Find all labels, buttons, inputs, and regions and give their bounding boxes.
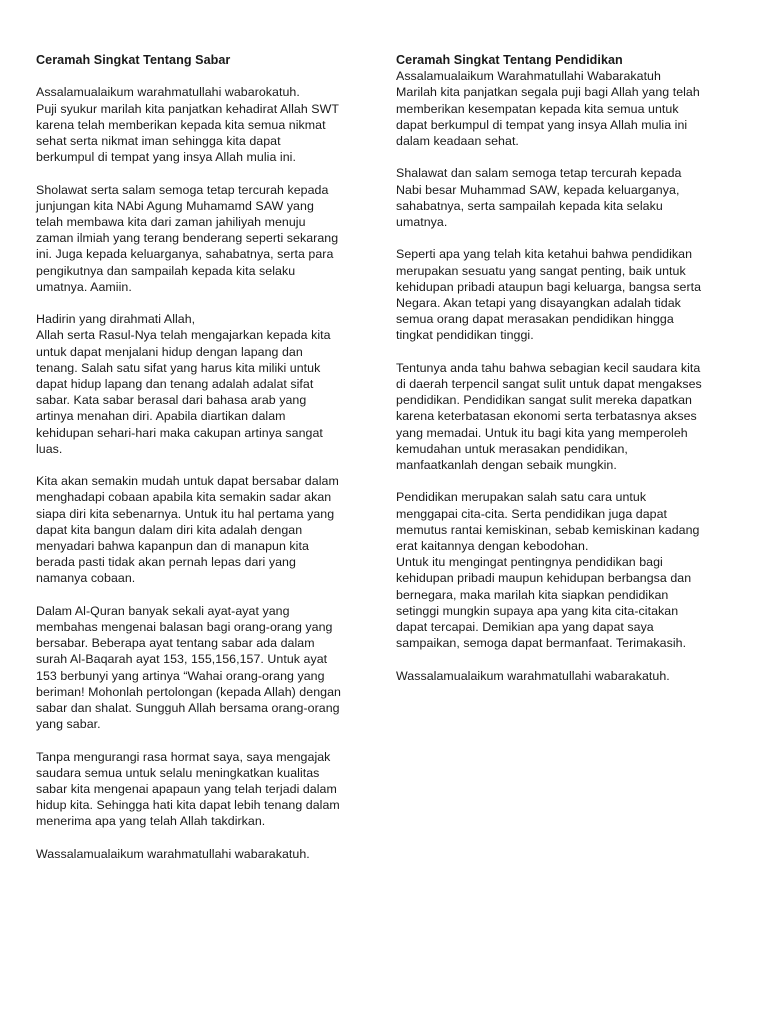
text-line: Allah serta Rasul-Nya telah mengajarkan kepada kita [36,328,331,343]
text-line: Shalawat dan salam semoga tetap tercurah kepada [396,166,682,181]
text-line: kehidupan pribadi maupun kehidupan berbangsa dan [396,571,692,586]
right-paragraph [396,246,742,343]
text-line: Kita akan semakin mudah untuk dapat bersabar dalam [36,474,339,489]
text-line: Dalam Al-Quran banyak sekali ayat-ayat yang [36,603,290,618]
text-line: Negara. Akan tetapi yang disayangkan adalah tidak [396,296,681,311]
text-line: kemudahan untuk merasakan pendidikan, [396,441,628,456]
text-line: erat kaitannya dengan kebodohan. [396,539,589,554]
text-line: menggapai cita-cita. Serta pendidikan juga dapat [396,506,668,521]
text-line: membahas mengenai balasan bagi orang-orang yang [36,620,333,635]
left-paragraph [36,603,376,733]
text-line: tingkat pendidikan tinggi. [396,328,534,343]
text-line: sabar. Kata sabar berasal dari bahasa arab yang [36,393,307,408]
text-line: pengikutnya dan sampailah kepada kita selaku [36,263,296,278]
text-line: Assalamualaikum warahmatullahi wabarokatuh. [36,85,300,100]
text-line: semua orang dapat merasakan pendidikan hingga [396,312,674,327]
text-line: saudara semua untuk selalu meningkatkan kualitas [36,765,320,780]
text-line: Puji syukur marilah kita panjatkan kehadirat Allah SWT [36,101,339,116]
text-line: namanya cobaan. [36,571,136,586]
text-line: memberikan kesempatan kepada kita semua untuk [396,101,679,116]
left-paragraph [36,473,376,586]
right-paragraph [396,165,742,230]
text-line: sabar dan shalat. Sungguh Allah bersama orang-orang [36,701,340,716]
left-paragraph [36,84,376,165]
text-line: siapa diri kita sebenarnya. Untuk itu hal pertama yang [36,506,335,521]
text-line: menerima apa yang telah Allah takdirkan. [36,814,266,829]
left-paragraph [36,846,376,862]
text-line: Hadirin yang dirahmati Allah, [36,312,196,327]
text-line: merupakan sesuatu yang sangat penting, baik untuk [396,263,686,278]
text-line: ini. Juga kepada keluarganya, sahabatnya, serta para [36,247,334,262]
left-column-title: Ceramah Singkat Tentang Sabar [36,53,231,67]
text-line: luas. [36,441,63,456]
text-line: Seperti apa yang telah kita ketahui bahwa pendidikan [396,247,693,262]
text-line: berada pasti tidak akan pernah lepas dari yang [36,555,296,570]
text-line: Assalamualaikum Warahmatullahi Wabarakatuh [396,69,661,84]
text-line: menyadari bahwa kapanpun dan di manapun kita [36,539,309,554]
text-line: Pendidikan merupakan salah satu cara untuk [396,490,647,505]
text-line: artinya menahan diri. Apabila diartikan dalam [36,409,286,424]
text-line: Tentunya anda tahu bahwa sebagian kecil saudara kita [396,360,701,375]
text-line: dapat hidup lapang dan tenang adalah adalat sifat [36,377,314,392]
text-line: kehidupan pribadi ataupun bagi keluarga, bangsa serta [396,279,702,294]
text-line: Wassalamualaikum warahmatullahi wabarakatuh. [36,846,310,861]
right-paragraph [396,668,742,684]
right-column-body [396,68,742,684]
text-line: manfaatkanlah dengan sebaik mungkin. [396,458,617,473]
left-column-body [36,84,376,862]
text-line: umatnya. Aamiin. [36,279,132,294]
left-column [36,52,376,878]
text-line: Nabi besar Muhammad SAW, kepada keluarganya, [396,182,680,197]
text-line: dalam keadaan sehat. [396,134,519,149]
left-paragraph [36,182,376,295]
text-line: setinggi mungkin supaya apa yang kita cita-citakan [396,603,679,618]
text-line: yang memadai. Untuk itu bagi kita yang memperoleh [396,425,688,440]
right-paragraph [396,360,742,473]
text-line: memutus rantai kemiskinan, sebab kemiskinan kadang [396,522,700,537]
right-column [396,52,742,700]
text-line: tenang. Salah satu sifat yang harus kita miliki untuk [36,360,321,375]
text-line: sabar kita mengenai apapaun yang telah terjadi dalam [36,782,337,797]
text-line: Tanpa mengurangi rasa hormat saya, saya mengajak [36,749,331,764]
text-line: karena telah memberikan kepada kita semua nikmat [36,117,326,132]
text-line: pendidikan. Pendidikan sangat sulit mereka dapatkan [396,393,692,408]
text-line: bersabar. Beberapa ayat tentang sabar ada dalam [36,636,315,651]
text-line: berkumpul di tempat yang insya Allah mulia ini. [36,150,296,165]
text-line: di daerah terpencil sangat sulit untuk dapat mengakses [396,377,702,392]
text-line: 153 berbunyi yang artinya “Wahai orang-orang yang [36,668,325,683]
text-line: Sholawat serta salam semoga tetap tercurah kepada [36,182,329,197]
text-line: menghadapi cobaan apabila kita semakin sadar akan [36,490,332,505]
text-line: dapat tercapai. Demikian apa yang dapat saya [396,620,654,635]
text-line: kehidupan sehari-hari maka cakupan artinya sangat [36,425,323,440]
right-paragraph [396,489,742,651]
right-paragraph [396,68,742,149]
text-line: Marilah kita panjatkan segala puji bagi Allah yang telah [396,85,700,100]
text-line: karena keterbatasan ekonomi serta terbatasnya akses [396,409,697,424]
text-line: untuk dapat menjalani hidup dengan lapang dan [36,344,303,359]
text-line: yang sabar. [36,717,101,732]
right-column-title: Ceramah Singkat Tentang Pendidikan [396,53,623,67]
text-line: beriman! Mohonlah pertolongan (kepada Allah) dengan [36,684,341,699]
text-line: junjungan kita NAbi Agung Muhamamd SAW yang [36,198,314,213]
text-line: sehat serta nikmat iman sehingga kita dapat [36,134,281,148]
text-line: sahabatnya, serta sampailah kepada kita selaku [396,198,663,213]
text-line: dapat berkumpul di tempat yang insya Allah mulia ini [396,117,688,132]
text-line: Untuk itu mengingat pentingnya pendidikan bagi [396,555,663,570]
text-line: surah Al-Baqarah ayat 153, 155,156,157. Untuk ayat [36,652,328,667]
text-line: sampaikan, semoga dapat bermanfaat. Terimakasih. [396,636,687,651]
text-line: bernegara, maka marilah kita siapkan pendidikan [396,587,669,602]
text-line: zaman ilmiah yang terang benderang seperti sekarang [36,231,339,246]
text-line: telah membawa kita dari zaman jahiliyah menuju [36,215,306,229]
text-line: Wassalamualaikum warahmatullahi wabarakatuh. [396,668,670,683]
left-paragraph [36,749,376,830]
text-line: umatnya. [396,215,448,230]
text-line: hidup kita. Sehingga hati kita dapat lebih tenang dalam [36,798,340,813]
left-paragraph [36,311,376,457]
text-line: dapat kita bangun dalam diri kita adalah dengan [36,522,303,537]
